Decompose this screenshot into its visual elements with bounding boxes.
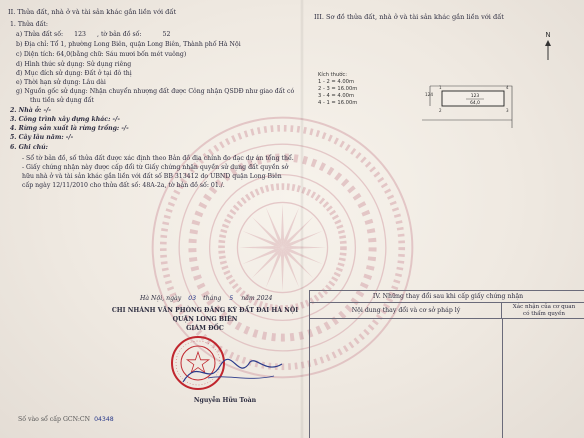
note-1: - Sổ tờ bản đồ, số thửa đất được xác định theo Bản đồ địa chính đo đạc dự án tổng thể. bbox=[22, 155, 294, 162]
parcel-bottom-label: 64,0 bbox=[470, 101, 480, 106]
emblem-ray bbox=[252, 248, 283, 279]
date-year: năm 2024 bbox=[241, 295, 273, 302]
dim-title: Kích thước: bbox=[318, 72, 348, 78]
perennial-line: 5. Cây lâu năm: -/- bbox=[10, 134, 74, 141]
emblem-ray bbox=[252, 217, 283, 248]
entry-label: Số vào sổ cấp GCN:CN bbox=[18, 416, 91, 423]
origin-line-1: g) Nguồn gốc sử dụng: Nhận chuyển nhượng đất được Công nhận QSDĐ như giao đất có bbox=[16, 88, 295, 95]
dim-2: 2 - 3 = 16.00m bbox=[318, 86, 358, 92]
entry-value: 04348 bbox=[94, 416, 114, 423]
note-3: hữu nhà ở và tài sản khác gắn liền với đất số BB 313412 do UBND quận Long Biên bbox=[22, 173, 282, 180]
corner-4: 4 bbox=[506, 85, 509, 90]
parcel-line bbox=[16, 32, 189, 38]
section2-heading: II. Thửa đất, nhà ở và tài sản khác gắn liền với đất bbox=[8, 8, 177, 16]
date-month: 5 bbox=[229, 295, 234, 302]
date-day: 03 bbox=[188, 295, 197, 302]
signing-date bbox=[140, 296, 272, 302]
dim-3: 3 - 4 = 4.00m bbox=[318, 93, 355, 99]
emblem-ray bbox=[239, 246, 283, 249]
note-2: - Giấy chứng nhận này được cấp đổi từ Giấy chứng nhận quyền sử dụng đất quyền sở bbox=[22, 164, 289, 171]
parcel-no-value: 123 bbox=[74, 31, 86, 38]
emblem-ray bbox=[283, 217, 314, 248]
signer-name: Nguyễn Hữu Toàn bbox=[193, 397, 257, 404]
page-fold bbox=[300, 0, 304, 438]
column-content-label: Nội dung thay đổi và cơ sở pháp lý bbox=[351, 307, 461, 314]
office-line-1: CHI NHÁNH VĂN PHÒNG ĐĂNG KÝ ĐẤT ĐAI HÀ NỘI bbox=[111, 307, 299, 314]
emblem-ray bbox=[281, 248, 284, 292]
dim-1: 1 - 2 = 4.00m bbox=[318, 79, 355, 85]
usage-form-line: d) Hình thức sử dụng: Sử dụng riêng bbox=[16, 61, 132, 68]
duration-line: e) Thời hạn sử dụng: Lâu dài bbox=[16, 79, 106, 86]
map-no-label: , tờ bản đồ số: bbox=[97, 31, 142, 38]
column-confirm-header bbox=[502, 303, 584, 319]
map-no-value: 52 bbox=[162, 31, 171, 38]
office-line-2: QUẬN LONG BIÊN bbox=[172, 316, 238, 323]
purpose-line: đ) Mục đích sử dụng: Đất ở tại đô thị bbox=[16, 70, 132, 77]
section4-heading: IV. Những thay đổi sau khi cấp giấy chứng nhận bbox=[372, 293, 524, 300]
land-heading: 1. Thửa đất: bbox=[10, 21, 48, 28]
address-line: b) Địa chỉ: Tổ 1, phường Long Biên, quận Long Biên, Thành phố Hà Nội bbox=[16, 41, 241, 48]
dim-4: 4 - 1 = 16.00m bbox=[318, 100, 358, 106]
month-prefix: tháng bbox=[203, 295, 222, 302]
section3-heading: III. Sơ đồ thửa đất, nhà ở và tài sản khác gắn liền với đất bbox=[314, 13, 504, 21]
note-4: cấp ngày 12/11/2010 cho thửa đất số: 48A-2a, tờ bản đồ số: 01./. bbox=[22, 182, 225, 189]
notes-heading: 6. Ghi chú: bbox=[10, 144, 48, 151]
date-prefix: Hà Nội, ngày bbox=[140, 295, 182, 302]
emblem-ray bbox=[283, 248, 314, 279]
column-confirm-label-1: Xác nhận của cơ quan bbox=[512, 304, 576, 310]
left-neighbour-label: 124 bbox=[425, 92, 433, 97]
origin-line-2: thu tiền sử dụng đất bbox=[30, 97, 94, 104]
column-content-header bbox=[310, 303, 502, 319]
north-arrow-icon bbox=[545, 31, 551, 60]
role-line: GIÁM ĐỐC bbox=[186, 325, 224, 332]
corner-2: 2 bbox=[439, 108, 442, 113]
house-line: 2. Nhà ở: -/- bbox=[10, 107, 51, 114]
forest-line: 4. Rừng sản xuất là rừng trồng: -/- bbox=[10, 125, 129, 132]
changes-table bbox=[309, 290, 584, 438]
construction-line: 3. Công trình xây dựng khác: -/- bbox=[10, 116, 120, 123]
corner-1: 1 bbox=[439, 85, 442, 90]
parcel-sketch bbox=[312, 24, 582, 274]
column-divider bbox=[502, 319, 503, 438]
parcel-no-label: a) Thửa đất số: bbox=[16, 31, 64, 38]
area-line: c) Diện tích: 64,0(bằng chữ: Sáu mươi bốn mét vuông) bbox=[16, 51, 187, 58]
emblem-ray bbox=[281, 204, 284, 248]
column-confirm-label-2: có thẩm quyền bbox=[522, 311, 566, 317]
changes-table-header bbox=[310, 291, 584, 303]
entry-number bbox=[18, 417, 114, 423]
corner-3: 3 bbox=[506, 108, 509, 113]
parcel-top-label: 123 bbox=[470, 94, 480, 99]
handwritten-signature bbox=[178, 352, 288, 392]
north-label: N bbox=[545, 31, 551, 39]
